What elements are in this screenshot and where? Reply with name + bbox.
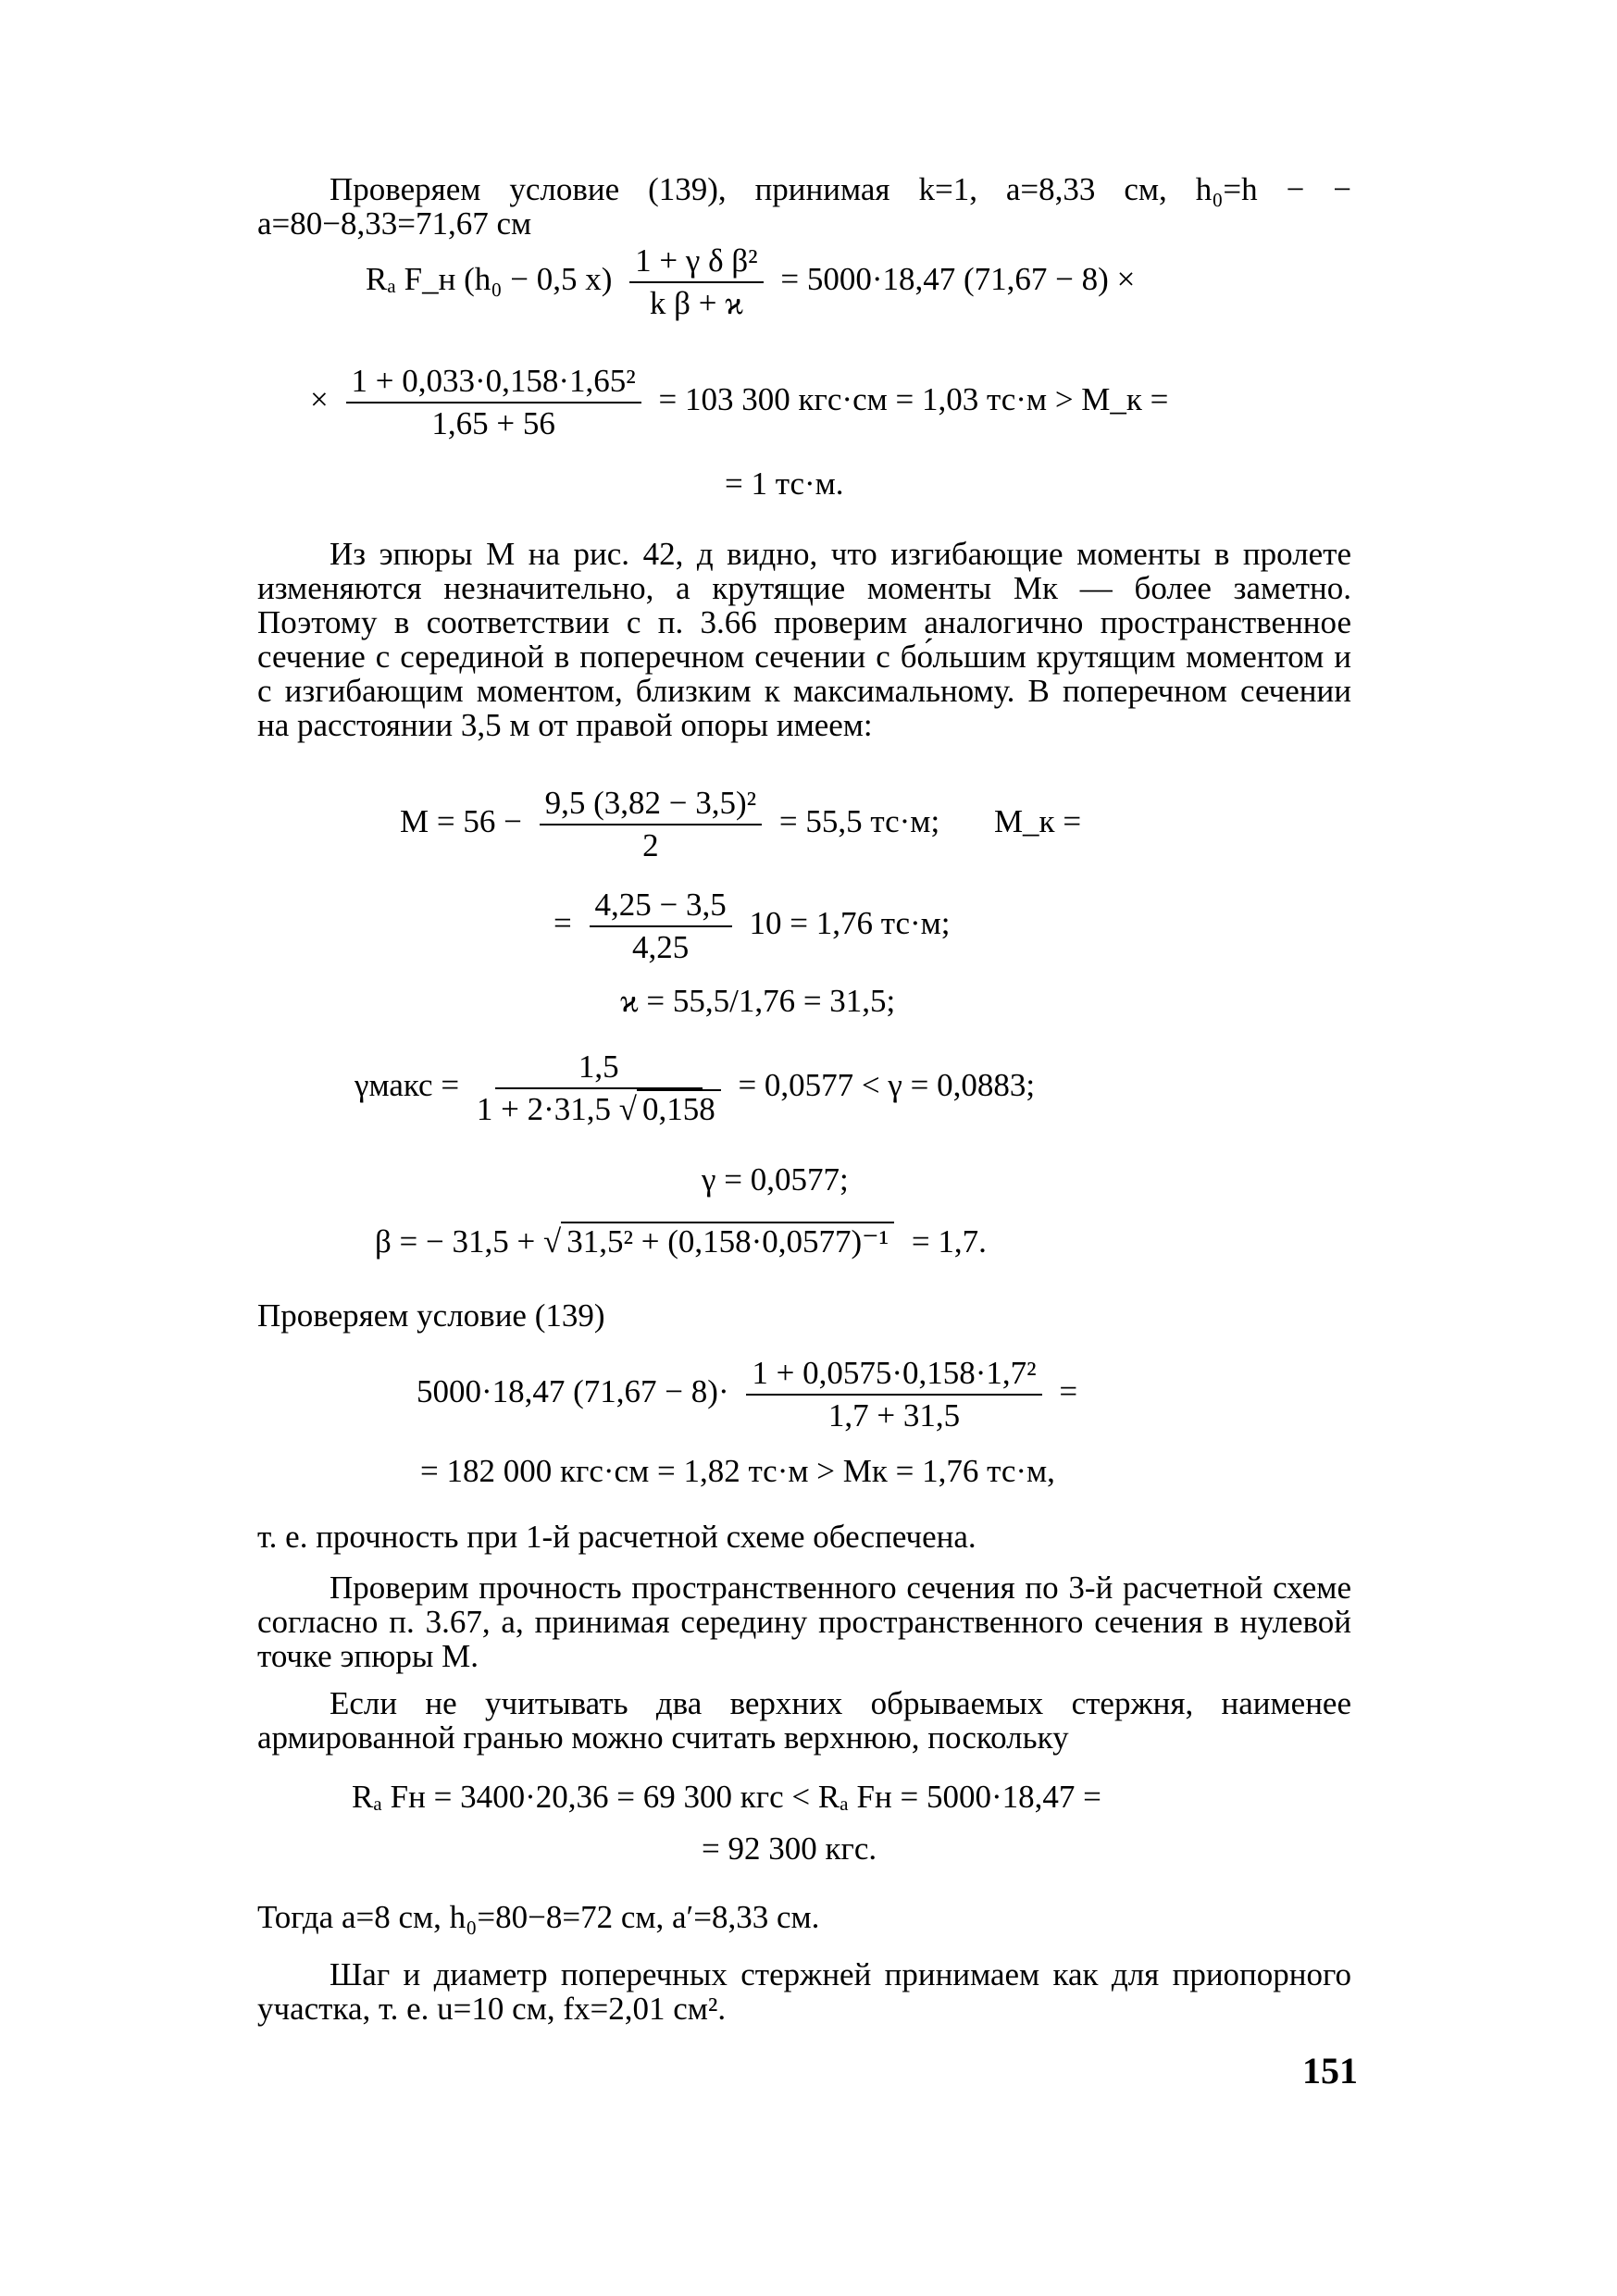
eq1-rhs: = 5000·18,47 (71,67 − 8) × (780, 261, 1136, 298)
eq4-fraction (540, 785, 763, 864)
paragraph-text: Тогда a=8 см, h₀=80−8=72 см, a′=8,33 см. (257, 1899, 820, 1935)
eq10-fraction (746, 1355, 1041, 1434)
paragraph-then (257, 1900, 1351, 1934)
eq4-rhs: = 55,5 тс·м; (778, 803, 940, 840)
paragraph-scheme-3 (257, 1570, 1351, 1673)
paragraph-epure (257, 537, 1351, 742)
eq5-numerator: 4,25 − 3,5 (590, 887, 732, 927)
eq5-rhs: 10 = 1,76 тс·м; (749, 905, 951, 942)
eq7-lhs: γмакс = (354, 1067, 460, 1104)
eq4-numerator: 9,5 (3,82 − 3,5)² (540, 785, 763, 825)
equation-5 (554, 887, 951, 966)
eq1-denominator: k β + ϰ (649, 285, 743, 321)
paragraph-text: Шаг и диаметр поперечных стержней принимаем как для приопорного участка, т. е. u=10 см, fx=2,01 см². (257, 1956, 1351, 2027)
eq10-lhs: 5000·18,47 (71,67 − 8)· (417, 1373, 729, 1410)
page-number: 151 (1302, 2050, 1358, 2091)
eq2-numerator: 1 + 0,033·0,158·1,65² (346, 363, 641, 403)
paragraph-text: т. е. прочность при 1-й расчетной схеме обеспечена. (257, 1519, 976, 1555)
eq4-lhs: M = 56 − (400, 803, 522, 840)
equation-7 (354, 1049, 1035, 1128)
eq1-fraction (629, 242, 764, 322)
eq2-fraction (346, 363, 641, 442)
eq7-numerator: 1,5 (495, 1049, 703, 1089)
eq5-lhs: = (554, 905, 572, 942)
eq1-numerator: 1 + γ δ β² (629, 242, 764, 283)
equation-4 (400, 785, 1081, 864)
eq1-lhs: Rₐ F_н (h₀ − 0,5 x) (366, 261, 613, 298)
eq7-rhs: = 0,0577 < γ = 0,0883; (738, 1067, 1036, 1104)
eq4-denominator: 2 (642, 827, 659, 863)
eq5-fraction (590, 887, 732, 966)
paragraph-check-again (257, 1298, 1351, 1333)
eq10-rhs: = (1059, 1373, 1078, 1410)
paragraph-text: Проверяем условие (139), принимая k=1, a=8,33 см, h₀=h − − a=80−8,33=71,67 см (257, 171, 1351, 242)
eq9-rhs: = 1,7. (911, 1223, 987, 1260)
paragraph-text: Если не учитывать два верхних обрываемых стержня, наименее армированной гранью можно считать верхнюю, поскольку (257, 1685, 1351, 1756)
eq10-numerator: 1 + 0,0575·0,158·1,7² (746, 1355, 1041, 1396)
eq7-den-prefix: 1 + 2·31,5 √ (476, 1091, 637, 1127)
equation-3: = 1 тс·м. (725, 465, 844, 502)
paragraph-text: Проверяем условие (139) (257, 1297, 605, 1334)
equation-11: = 182 000 кгс·см = 1,82 тс·м > Mк = 1,76 тс·м, (420, 1453, 1055, 1489)
paragraph-text: Из эпюры M на рис. 42, д видно, что изгибающие моменты в пролете изменяются незначительно, а крутящие моменты Mк — более заметно. Поэтому в соответствии с п. 3.66 проверим аналогично пространственное сечение с серединой в поперечном сечении с бо́льшим крутящим моментом и с изгибающим моментом, близким к максимальному. В поперечном сечении на расстоянии 3,5 м от правой опоры имеем: (257, 536, 1351, 743)
equation-12: Rₐ Fн = 3400·20,36 = 69 300 кгс < Rₐ Fн = 5000·18,47 = (352, 1779, 1101, 1815)
paragraph-text: Проверим прочность пространственного сечения по 3-й расчетной схеме согласно п. 3.67, а, принимая середину пространственного сечения в нулевой точке эпюры M. (257, 1570, 1351, 1674)
equation-8: γ = 0,0577; (702, 1161, 849, 1198)
eq7-denominator (477, 1089, 721, 1128)
eq2-times: × (310, 381, 329, 418)
eq9-root: 31,5² + (0,158·0,0577)⁻¹ (561, 1222, 894, 1260)
paragraph-stirrups (257, 1957, 1351, 2026)
equation-2 (310, 363, 1168, 442)
eq7-den-root: 0,158 (637, 1089, 721, 1127)
eq2-denominator: 1,65 + 56 (431, 405, 555, 441)
equation-10 (417, 1355, 1077, 1434)
paragraph-upper-bars (257, 1686, 1351, 1755)
paragraph-strength-ok (257, 1520, 1351, 1554)
eq7-fraction (477, 1049, 721, 1128)
equation-9 (375, 1223, 987, 1260)
paragraph-check-condition (257, 172, 1351, 241)
equation-6: ϰ = 55,5/1,76 = 31,5; (620, 983, 896, 1019)
eq9-lhs: β = − 31,5 + √ (375, 1223, 562, 1260)
equation-13: = 92 300 кгс. (702, 1831, 877, 1867)
eq4-tail: M_к = (993, 803, 1082, 840)
eq5-denominator: 4,25 (632, 929, 690, 965)
eq10-denominator: 1,7 + 31,5 (827, 1397, 961, 1433)
eq2-rhs: = 103 300 кгс·см = 1,03 тс·м > M_к = (658, 381, 1169, 418)
equation-1 (366, 242, 1135, 322)
